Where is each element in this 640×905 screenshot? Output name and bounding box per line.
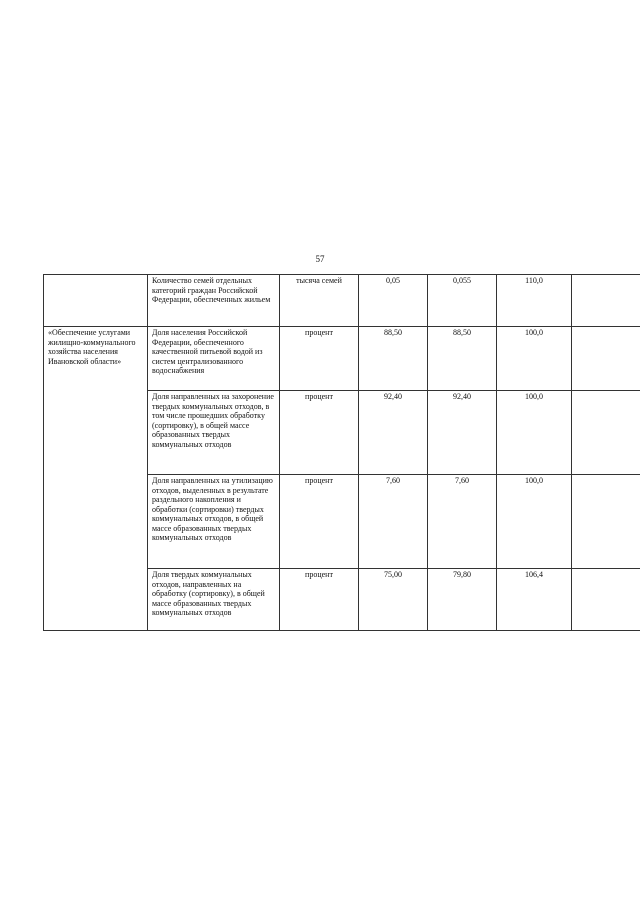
fact-value-cell: 0,055	[428, 275, 497, 327]
indicator-cell: Доля направленных на утилизацию отходов, выделенных в результате раздельного накопления и обработки (сортировки) твердых коммунальных отходов, в общей массе образованных твердых коммунальных отходов	[148, 475, 280, 569]
indicator-cell: Доля твердых коммунальных отходов, направленных на обработку (сортировку), в общей массе образованных твердых коммунальных отходов	[148, 569, 280, 631]
note-cell	[572, 391, 640, 475]
note-cell	[572, 275, 640, 327]
table-row	[44, 327, 640, 391]
indicator-cell: Доля направленных на захоронение твердых коммунальных отходов, в том числе прошедших обработку (сортировку), в общей массе образованных твердых коммунальных отходов	[148, 391, 280, 475]
plan-value-cell: 0,05	[359, 275, 428, 327]
percent-cell: 100,0	[497, 327, 572, 391]
plan-value-cell: 7,60	[359, 475, 428, 569]
indicator-cell: Доля населения Российской Федерации, обеспеченного качественной питьевой водой из систем централизованного водоснабжения	[148, 327, 280, 391]
note-cell	[572, 569, 640, 631]
fact-value-cell: 92,40	[428, 391, 497, 475]
plan-value-cell: 75,00	[359, 569, 428, 631]
program-cell	[44, 275, 148, 327]
percent-cell: 100,0	[497, 475, 572, 569]
note-cell	[572, 475, 640, 569]
percent-cell: 110,0	[497, 275, 572, 327]
page-number: 57	[315, 254, 325, 264]
fact-value-cell: 79,80	[428, 569, 497, 631]
unit-cell: процент	[280, 475, 359, 569]
plan-value-cell: 92,40	[359, 391, 428, 475]
fact-value-cell: 7,60	[428, 475, 497, 569]
table-row	[44, 275, 640, 327]
fact-value-cell: 88,50	[428, 327, 497, 391]
program-cell: «Обеспечение услугами жилищно-коммунального хозяйства населения Ивановской области»	[44, 327, 148, 631]
note-cell	[572, 327, 640, 391]
unit-cell: процент	[280, 327, 359, 391]
percent-cell: 106,4	[497, 569, 572, 631]
unit-cell: процент	[280, 569, 359, 631]
indicators-table	[43, 274, 640, 631]
indicator-cell: Количество семей отдельных категорий граждан Российской Федерации, обеспеченных жильем	[148, 275, 280, 327]
unit-cell: тысяча семей	[280, 275, 359, 327]
unit-cell: процент	[280, 391, 359, 475]
plan-value-cell: 88,50	[359, 327, 428, 391]
percent-cell: 100,0	[497, 391, 572, 475]
